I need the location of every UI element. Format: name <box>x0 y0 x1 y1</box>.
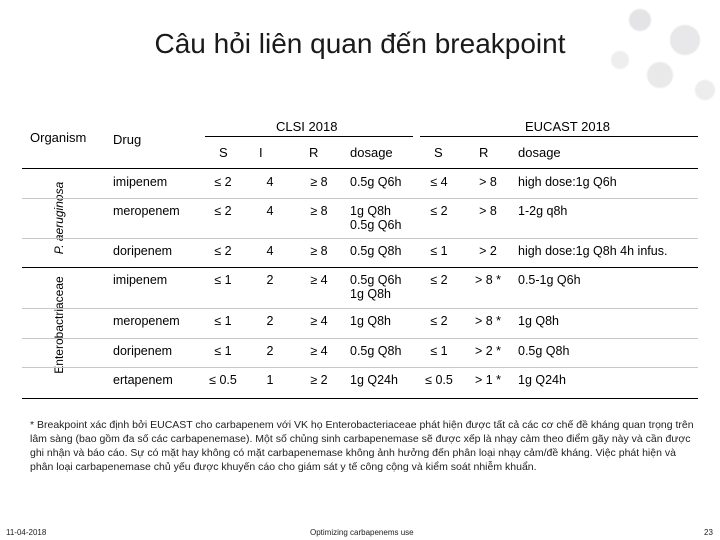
column-header-clsi-i: I <box>259 145 263 160</box>
row-divider <box>22 198 698 199</box>
header-drug: Drug <box>113 132 142 147</box>
clsi-s-cell: ≤ 1 <box>214 273 232 287</box>
clsi-i-cell: 1 <box>266 373 274 387</box>
eucast-s-cell: ≤ 2 <box>430 204 448 218</box>
drug-cell: doripenem <box>113 344 173 358</box>
header-divider <box>22 168 698 169</box>
header-organism: Organism <box>30 130 87 145</box>
clsi-r-cell: ≥ 4 <box>310 344 328 358</box>
clsi-dosage-cell: 1g Q8h <box>350 287 392 301</box>
drug-cell: ertapenem <box>113 373 173 387</box>
clsi-r-cell: ≥ 4 <box>310 314 328 328</box>
clsi-i-cell: 2 <box>266 344 274 358</box>
row-divider <box>22 267 698 268</box>
eucast-r-cell: > 8 * <box>474 273 502 287</box>
clsi-r-cell: ≥ 8 <box>310 204 328 218</box>
clsi-r-cell: ≥ 8 <box>310 175 328 189</box>
group-label-enterobactriaceae: Enterobactriaceae <box>52 276 66 374</box>
column-header-eucast-r: R <box>479 145 489 160</box>
clsi-r-cell: ≥ 2 <box>310 373 328 387</box>
clsi-dosage-cell: 0.5g Q8h <box>350 344 402 358</box>
footer-page-number: 23 <box>704 528 713 537</box>
clsi-dosage-cell: 0.5g Q6h <box>350 175 402 189</box>
drug-cell: meropenem <box>113 314 180 328</box>
header-eucast: EUCAST 2018 <box>525 119 611 134</box>
header-clsi: CLSI 2018 <box>276 119 338 134</box>
group-label-p-aeruginosa: P. aeruginosa <box>52 181 66 255</box>
row-divider <box>22 338 698 339</box>
row-divider <box>22 367 698 368</box>
clsi-s-cell: ≤ 2 <box>214 175 232 189</box>
column-header-eucast-dosage: dosage <box>518 145 561 160</box>
clsi-i-cell: 2 <box>266 314 274 328</box>
column-header-clsi-dosage: dosage <box>350 145 393 160</box>
clsi-s-cell: ≤ 2 <box>214 244 232 258</box>
column-header-clsi-s: S <box>219 145 228 160</box>
eucast-s-cell: ≤ 2 <box>430 314 448 328</box>
clsi-dosage-cell: 0.5g Q6h <box>350 273 402 287</box>
page-title: Câu hỏi liên quan đến breakpoint <box>154 28 566 59</box>
eucast-r-cell: > 1 * <box>474 373 502 387</box>
eucast-s-cell: ≤ 1 <box>430 244 448 258</box>
eucast-s-cell: ≤ 4 <box>430 175 448 189</box>
drug-cell: imipenem <box>113 175 168 189</box>
column-header-eucast-s: S <box>434 145 443 160</box>
clsi-group-underline <box>205 136 413 137</box>
row-divider <box>22 308 698 309</box>
eucast-r-cell: > 2 * <box>474 344 502 358</box>
clsi-r-cell: ≥ 4 <box>310 273 328 287</box>
clsi-i-cell: 4 <box>266 244 274 258</box>
clsi-i-cell: 4 <box>266 204 274 218</box>
eucast-s-cell: ≤ 0.5 <box>425 373 453 387</box>
column-header-clsi-r: R <box>309 145 319 160</box>
clsi-r-cell: ≥ 8 <box>310 244 328 258</box>
clsi-dosage-cell: 1g Q24h <box>350 373 398 387</box>
footer-date: 11-04-2018 <box>6 528 47 537</box>
clsi-dosage-cell: 0.5g Q8h <box>350 244 402 258</box>
eucast-r-cell: > 2 <box>479 244 497 258</box>
eucast-dosage-cell: high dose:1g Q8h 4h infus. <box>518 244 668 258</box>
drug-cell: doripenem <box>113 244 173 258</box>
clsi-i-cell: 4 <box>266 175 274 189</box>
eucast-dosage-cell: 0.5g Q8h <box>518 344 570 358</box>
eucast-s-cell: ≤ 2 <box>430 273 448 287</box>
eucast-r-cell: > 8 * <box>474 314 502 328</box>
eucast-r-cell: > 8 <box>479 175 497 189</box>
eucast-dosage-cell: high dose:1g Q6h <box>518 175 617 189</box>
clsi-dosage-cell: 1g Q8h <box>350 204 392 218</box>
clsi-s-cell: ≤ 1 <box>214 314 232 328</box>
clsi-dosage-cell: 1g Q8h <box>350 314 392 328</box>
clsi-s-cell: ≤ 0.5 <box>209 373 237 387</box>
row-divider <box>22 238 698 239</box>
table-bottom-divider <box>22 398 698 399</box>
eucast-dosage-cell: 1g Q24h <box>518 373 566 387</box>
drug-cell: meropenem <box>113 204 180 218</box>
eucast-group-underline <box>420 136 698 137</box>
eucast-dosage-cell: 0.5-1g Q6h <box>518 273 581 287</box>
clsi-dosage-cell: 0.5g Q6h <box>350 218 402 232</box>
clsi-s-cell: ≤ 1 <box>214 344 232 358</box>
eucast-dosage-cell: 1-2g q8h <box>518 204 568 218</box>
eucast-s-cell: ≤ 1 <box>430 344 448 358</box>
footer-title: Optimizing carbapenems use <box>310 528 414 537</box>
footnote: * Breakpoint xác định bởi EUCAST cho carbapenem với VK họ Enterobacteriaceae phát hiện được tất cả các cơ chế đề kháng quan trọng trên lâm sàng (bao gồm đa số các carbapenemase). Một số chủng sinh carbapenemase sẽ được xếp là nhạy cảm theo điểm gãy này và cần được ghi nhận và báo cáo. Sự có mặt hay không có mặt carbapenemase không ảnh hưởng đến phân loại nhạy cảm/đề kháng. Việc phát hiện và phân loại carbapenemase chủ yếu được khuyến cáo cho giám sát y tế công cộng và kiểm soát nhiễm khuẩn. <box>30 419 694 473</box>
clsi-s-cell: ≤ 2 <box>214 204 232 218</box>
clsi-i-cell: 2 <box>266 273 274 287</box>
drug-cell: imipenem <box>113 273 168 287</box>
eucast-r-cell: > 8 <box>479 204 497 218</box>
eucast-dosage-cell: 1g Q8h <box>518 314 560 328</box>
